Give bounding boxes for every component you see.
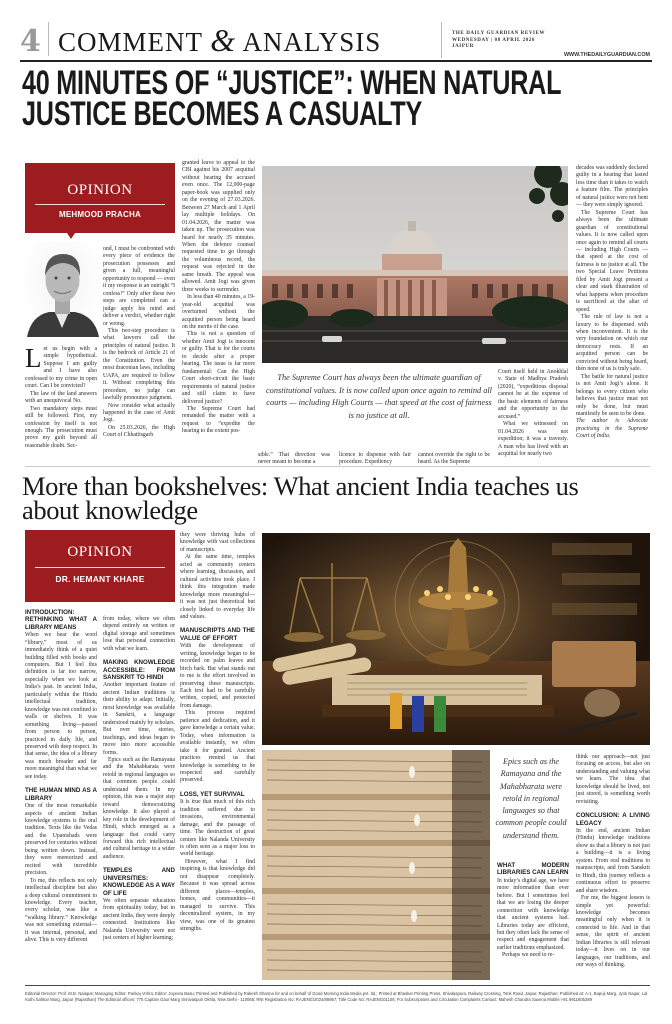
header-rule: [20, 60, 652, 62]
paragraph: Perhaps we need to re-: [502, 952, 555, 959]
paragraph: et us begin with a simple hypothetical. Suppose I am guilty and I have also confessed to my crime in open court. Can I be convicted?: [25, 346, 97, 390]
page-number: 4: [20, 24, 41, 59]
masthead-info: [452, 31, 545, 51]
paragraph: they were thriving hubs of knowledge with vast collections of manuscripts.: [180, 532, 255, 553]
paragraph: The law of the land answers with an unequivocal No.: [25, 390, 97, 405]
paragraph: Now consider what actually happened in the case of Amit Jogi.: [103, 402, 175, 424]
subheading: TEMPLES AND UNIVERSITIES: KNOWLEDGE AS A WAY OF LIFE: [103, 867, 175, 897]
paragraph: sible.” That direction was never meant to become a: [258, 452, 330, 466]
divider: [35, 204, 165, 205]
drop-cap: L: [25, 343, 42, 373]
author-photo: [25, 242, 100, 337]
paragraph: The Supreme Court had remanded the matter with a request to “expedite the hearing to the extent pos-: [182, 405, 255, 435]
headline-line: More than bookshelves: What ancient India teaches us: [22, 471, 579, 501]
author-name: MEHMOOD PRACHA: [59, 210, 141, 219]
paragraph: What we witnessed on 01.04.2026 was not expedition; it was a travesty. A man who has lived with an acquittal for nearly two: [498, 421, 568, 457]
divider: [35, 567, 165, 568]
author-bio: The author is Advocate practising in the Supreme Court of India.: [576, 418, 648, 440]
paragraph: granted leave to appeal to the CBI against his 2007 acquittal without hearing the accused even once. The 12,000-page paper-book was supplied only on the evening of 27.03.2026. Between 27 March and 1 April lay multiple holidays. On 01.04.2026, the matter was taken up. The prosecution was heard for nearly 35 minutes. When the defence counsel requested time to go through the voluminous record, the request was rejected in the same breath. The appeal was allowed. Amit Jogi was given three weeks to surrender.: [182, 160, 255, 293]
paragraph: This process required patience and dedication, and it gave knowledge a certain value. Today, when information is available instantly, we often take it for granted. Ancient practices remind us that knowledge is something to be respected and carefully preserved.: [180, 710, 255, 784]
paragraph: One of the most remarkable aspects of ancient Indian knowledge systems is the oral tradition. Texts like the Vedas and the Upanishads were preserved for centuries without being written down. Instead, they were memorized and recited with incredible precision.: [25, 803, 97, 877]
article2-column-1: [25, 609, 97, 945]
paper-name: THE DAILY GUARDIAN REVIEW: [452, 31, 546, 36]
article2-column-5: [576, 754, 650, 970]
paragraph: think our approach—not just focusing on access, but also on understanding and valuing what we learn. The idea that knowledge should be lived, not just stored, is something worth revisiting.: [576, 754, 650, 805]
paragraph: With the development of writing, knowledge began to be recorded on palm leaves and birch bark. But what stands out to me is the effort involved in preserving these manuscripts. Each text had to be carefully written, copied, and protected from damage.: [180, 643, 255, 709]
subheading: MAKING KNOWLEDGE ACCESSIBLE: FROM SANSKRIT TO HINDI: [103, 659, 175, 682]
paragraph: The battle for natural justice is not Amit Jogi’s alone. It belongs to every citizen who believes that justice must not only be done, but must manifestly be seen to be done.: [576, 373, 648, 417]
article1-headline: [22, 64, 562, 133]
header-divider: [48, 22, 49, 56]
subheading: INTRODUCTION: RETHINKING WHAT A LIBRARY MEANS: [25, 609, 97, 631]
paragraph: cannot override the right to be heard. As the Supreme: [418, 452, 490, 466]
speech-pointer: [67, 233, 75, 239]
article2-column-4: [497, 862, 569, 960]
footer-rule: [25, 985, 650, 986]
paragraph: To me, this reflects not only intellectual discipline but also a deep cultural commitment to knowledge. Every teacher, every scholar, was like a “walking library.” Knowledge was not something external—it was internal, personal, and alive. This is very different: [25, 877, 97, 944]
article1-column-5: [576, 165, 648, 441]
section-title-ampersand: &: [210, 22, 237, 58]
headline-line: JUSTICE BECOMES A CASUALTY: [22, 95, 423, 133]
footer-imprint: Editorial Director: Prof. M.D. Nalapat; Managing Editor: Pankaj Vohra; Editor: Joyeeta Basu; Printed and Published by Rakesh Sharma for and on behalf of Good Morning India Media pvt. ltd.; Printed at Bhaskar Printing Press, Shivdaspura, Railway Crossing, Tonk Road, Jaipur, Rajasthan; Published at: A-1, Bapuji Marg, Jyoti Nagar, Lal Kothi Sahkar Marg, Jaipur (Rajasthan) The Editorial offices: 775 Captain Gaur Marg Srinivaspuri Okhla, New Delhi - 110065; RNI Registration No: RAJENG/2024/88957; Title Code No: RAJENG01106; For Subscriptions and Circulation Complaints Contact: Mahesh Chandra Saxena Mobile:+91 9911805289: [25, 991, 648, 1002]
paragraph: Epics such as the Ramayana and the Mahabharata were retold in regional languages so that common people could understand them. In my opinion, this was a major step toward democratizing knowledge. It also played a key role in the development of Hindi, which emerged as a language that could carry forward this rich intellectual and cultural heritage to a wider audience.: [103, 757, 175, 860]
paragraph: licence to dispense with fair procedure. Expediency: [339, 452, 411, 466]
ancient-lamp-scales-image: [262, 533, 650, 745]
subheading: WHAT MODERN LIBRARIES CAN LEARN: [497, 862, 569, 877]
supreme-court-photo: [262, 166, 568, 363]
paragraph: At the same time, temples acted as community centers where learning, discussion, and cultural activities took place. I think this integration made knowledge more meaningful—it was not just theoretical but closely linked to everyday life and values.: [180, 554, 255, 620]
paragraph: decades was suddenly declared guilty in a hearing that lasted less time than it takes to watch a feature film. The principles of natural justice were not bent — they were simply ignored.: [576, 165, 648, 209]
author-name: DR. HEMANT KHARE: [55, 574, 145, 584]
website-link[interactable]: WWW.THEDAILYGUARDIAN.COM: [563, 52, 650, 58]
paragraph: Two mandatory steps must still be followed. First, my confession by itself is not enough. The prosecution must prove my guilt beyond all reasonable doubt. Sec-: [25, 405, 97, 449]
paragraph: Another important feature of ancient Indian traditions is their ability to adapt. Initially, most knowledge was available in Sanskrit, a language understood mainly by scholars. But over time, stories, teachings, and ideas began to move into more accessible forms.: [103, 682, 175, 756]
paragraph: The Supreme Court has always been the ultimate guardian of constitutional values. It is now called upon once again to remind all courts — including High Courts — that speed at the cost of fairness is no justice at all. The two Special Leave Petitions filed by Amit Jogi present a clear and stark illustration of what happens when procedure is sacrificed at the altar of speed.: [576, 209, 648, 313]
paragraph: In the end, ancient Indian (Hindu) knowledge traditions show us that a library is not just a building—it is a living system. From oral traditions to manuscripts, and from Sanskrit to Hindi, this journey reflects a continuous effort to preserve and share wisdom.: [576, 827, 650, 894]
opinion-label: OPINION: [67, 182, 133, 198]
article-separator: [25, 466, 650, 467]
article1-column-3: [182, 160, 255, 436]
section-title-part2: ANALYSIS: [242, 27, 382, 57]
paragraph: It is true that much of this rich tradition suffered due to invasions, environmental damage, and the passage of time. The destruction of great centers like Nalanda University is often seen as a major loss to world heritage.: [180, 799, 255, 858]
subheading: MANUSCRIPTS AND THE VALUE OF EFFORT: [180, 627, 255, 642]
article1-under-quote-3: [418, 452, 490, 467]
article2-pull-quote: Epics such as the Ramayana and the Mahabharata were retold in regional languages so that common people could understand them.: [495, 757, 567, 840]
article2-column-2: [103, 616, 175, 943]
subheading: LOSS, YET SURVIVAL: [180, 790, 245, 798]
article1-column-4: [498, 369, 568, 458]
subheading: THE HUMAN MIND AS A LIBRARY: [25, 787, 97, 802]
article1-pull-quote: The Supreme Court has always been the ultimate guardian of constitutional values. It is now called upon once again to remind all courts — including High Courts — that speed at the cost of fairness is no justice at all.: [266, 373, 492, 420]
city: JAIPUR: [452, 44, 474, 50]
section-title-part1: COMMENT: [58, 27, 203, 57]
article1-column-2: [103, 246, 175, 440]
article1-under-quote-1: [258, 452, 330, 467]
article2-column-3: [180, 532, 255, 933]
paragraph: We often separate education from spirituality today, but in ancient India, they were deeply connected. Institutions like Nalanda University were not just centers of higher learning;: [103, 897, 176, 942]
paragraph: In less than 40 minutes, a 19-year-old acquittal was overturned without the acquitted person being heard on the merits of the case.: [182, 294, 255, 330]
opinion-author-box: [25, 163, 175, 233]
article1-column-1: [25, 343, 97, 450]
opinion-author-box: [25, 530, 175, 602]
paragraph: ond, I must be confronted with every piece of evidence the prosecution possesses and given a full, meaningful opportunity to respond — even if my response is an outright “I confess!” Only after these two steps are completed can a judge apply his mind and deliver a verdict, whether right or wrong.: [103, 246, 175, 327]
dateline: WEDNESDAY | 08 APRIL 2026: [452, 37, 535, 43]
headline-line: 40 MINUTES OF “JUSTICE”: WHEN NATURAL: [22, 64, 562, 102]
section-title: [58, 22, 381, 59]
paragraph: from today, where we often depend entirely on written or digital storage and sometimes lose that personal connection with what we learn.: [103, 616, 175, 652]
header-divider: [441, 22, 442, 58]
paragraph: When we hear the word “library,” most of us immediately think of a quiet building filled with books and computers. But I feel this definition is far too narrow, especially when we look at India’s past. In ancient India, particularly within the Hindu intellectual tradition, knowledge was not confined to walls or shelves. It was something living—passed from person to person, practiced in daily life, and preserved with deep respect. In that sense, the idea of a library was much broader and far more meaningful than what we see today.: [25, 632, 97, 780]
headline-line: about knowledge: [22, 495, 198, 525]
paragraph: In today’s digital age, we have more information than ever before. But I sometimes feel that we are losing the deeper connection with knowledge that ancient systems had. Libraries today are efficient, but they often lack the sense of respect and engagement that earlier traditions emphasized.: [497, 877, 569, 951]
opinion-label: OPINION: [67, 544, 133, 560]
subheading: CONCLUSION: A LIVING LEGACY: [576, 812, 650, 827]
manuscripts-image: [262, 750, 490, 980]
paragraph: However, what I find inspiring is that knowledge did not disappear completely. Because it was spread across different places—temples, homes, and communities—it managed to survive. This decentralized system, in my view, was one of its greatest strengths.: [180, 858, 255, 932]
paragraph: For me, the biggest lesson is simple yet powerful: knowledge becomes meaningful only when it is connected to life. And in that sense, the spirit of ancient Indian libraries is still relevant today—it lives on in our languages, our traditions, and our ways of thinking.: [576, 895, 650, 969]
paragraph: On 25.03.2026, the High Court of Chhattisgarh: [103, 424, 175, 439]
paragraph: This two-step procedure is what lawyers call the principles of natural justice. It is the bedrock of Article 21 of the Constitution. Even the most draconian laws, including UAPA, are required to follow it. Without completing this procedure, no judge can lawfully pronounce judgment.: [103, 327, 175, 402]
article2-headline: [22, 471, 579, 525]
article1-under-quote-2: [339, 452, 411, 467]
paragraph: This is not a question of whether Amit Jogi is innocent or guilty. That is for the courts to decide after a proper hearing. The issue is far more fundamental: Can the High Court short-circuit the basic requirements of natural justice and still claim to have delivered justice?: [182, 331, 255, 405]
paragraph: The rule of law is not a luxury to be dispensed with when inconvenient. It is the very foundation on which our democracy rests. If an acquitted person can be convicted without being heard, then none of us is truly safe.: [576, 314, 648, 373]
paragraph: Court itself held in Anokhlal v. State of Madhya Pradesh (2020), “expeditious disposal cannot be at the expense of the basic elements of fairness and the opportunity to the accused.”: [498, 369, 568, 420]
